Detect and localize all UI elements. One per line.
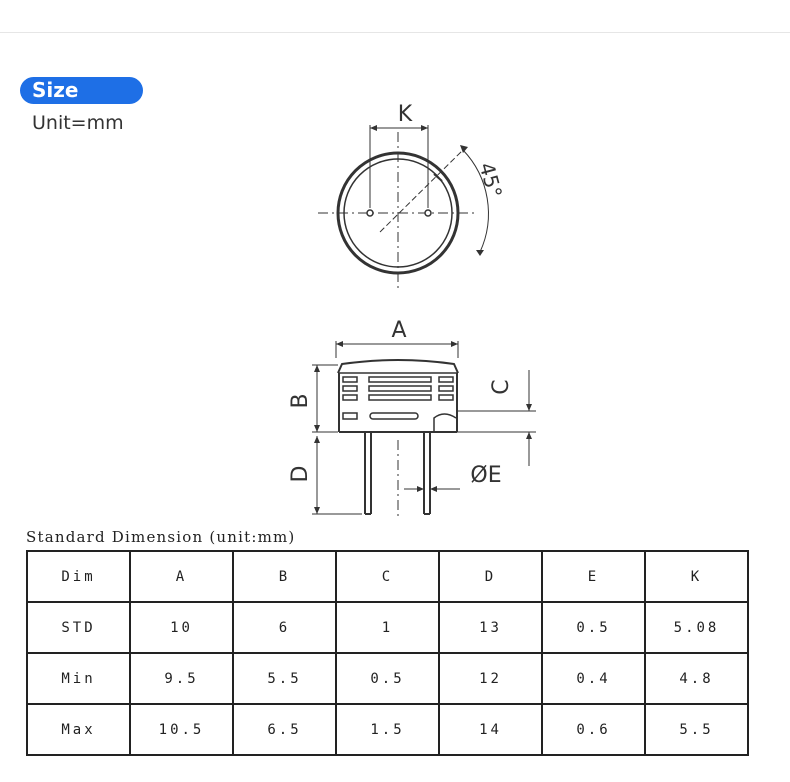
label-e: ØE: [470, 463, 502, 488]
table-cell: 1: [336, 602, 439, 653]
table-cell: 6: [233, 602, 336, 653]
table-row: [27, 551, 748, 602]
table-cell: 5.08: [645, 602, 748, 653]
table-cell: 12: [439, 653, 542, 704]
side-view: [312, 341, 536, 518]
table-cell: B: [233, 551, 336, 602]
size-badge: Size: [20, 77, 143, 104]
table-cell: Dim: [27, 551, 130, 602]
table-cell: 0.6: [542, 704, 645, 755]
table-caption: Standard Dimension (unit:mm): [26, 528, 296, 546]
table-cell: Min: [27, 653, 130, 704]
table-cell: 10.5: [130, 704, 233, 755]
table-cell: 0.5: [336, 653, 439, 704]
table-cell: 14: [439, 704, 542, 755]
label-a: A: [391, 318, 407, 343]
label-angle: 45°: [474, 159, 507, 201]
table-cell: E: [542, 551, 645, 602]
table-cell: K: [645, 551, 748, 602]
table-cell: D: [439, 551, 542, 602]
label-c: C: [489, 379, 514, 395]
table-row: [27, 704, 748, 755]
label-b: B: [288, 393, 313, 409]
label-d: D: [288, 465, 313, 483]
unit-label: Unit=mm: [32, 112, 124, 134]
table-cell: 13: [439, 602, 542, 653]
top-view: [318, 125, 488, 292]
table-cell: 5.5: [233, 653, 336, 704]
table-cell: 4.8: [645, 653, 748, 704]
table-cell: 5.5: [645, 704, 748, 755]
table-cell: STD: [27, 602, 130, 653]
dimension-table: [26, 550, 749, 756]
table-cell: 10: [130, 602, 233, 653]
table-cell: C: [336, 551, 439, 602]
table-cell: 0.4: [542, 653, 645, 704]
table-cell: 1.5: [336, 704, 439, 755]
label-k: K: [397, 102, 413, 127]
table-cell: 0.5: [542, 602, 645, 653]
table-cell: Max: [27, 704, 130, 755]
table-cell: 6.5: [233, 704, 336, 755]
table-cell: A: [130, 551, 233, 602]
table-row: [27, 653, 748, 704]
table-cell: 9.5: [130, 653, 233, 704]
table-row: [27, 602, 748, 653]
